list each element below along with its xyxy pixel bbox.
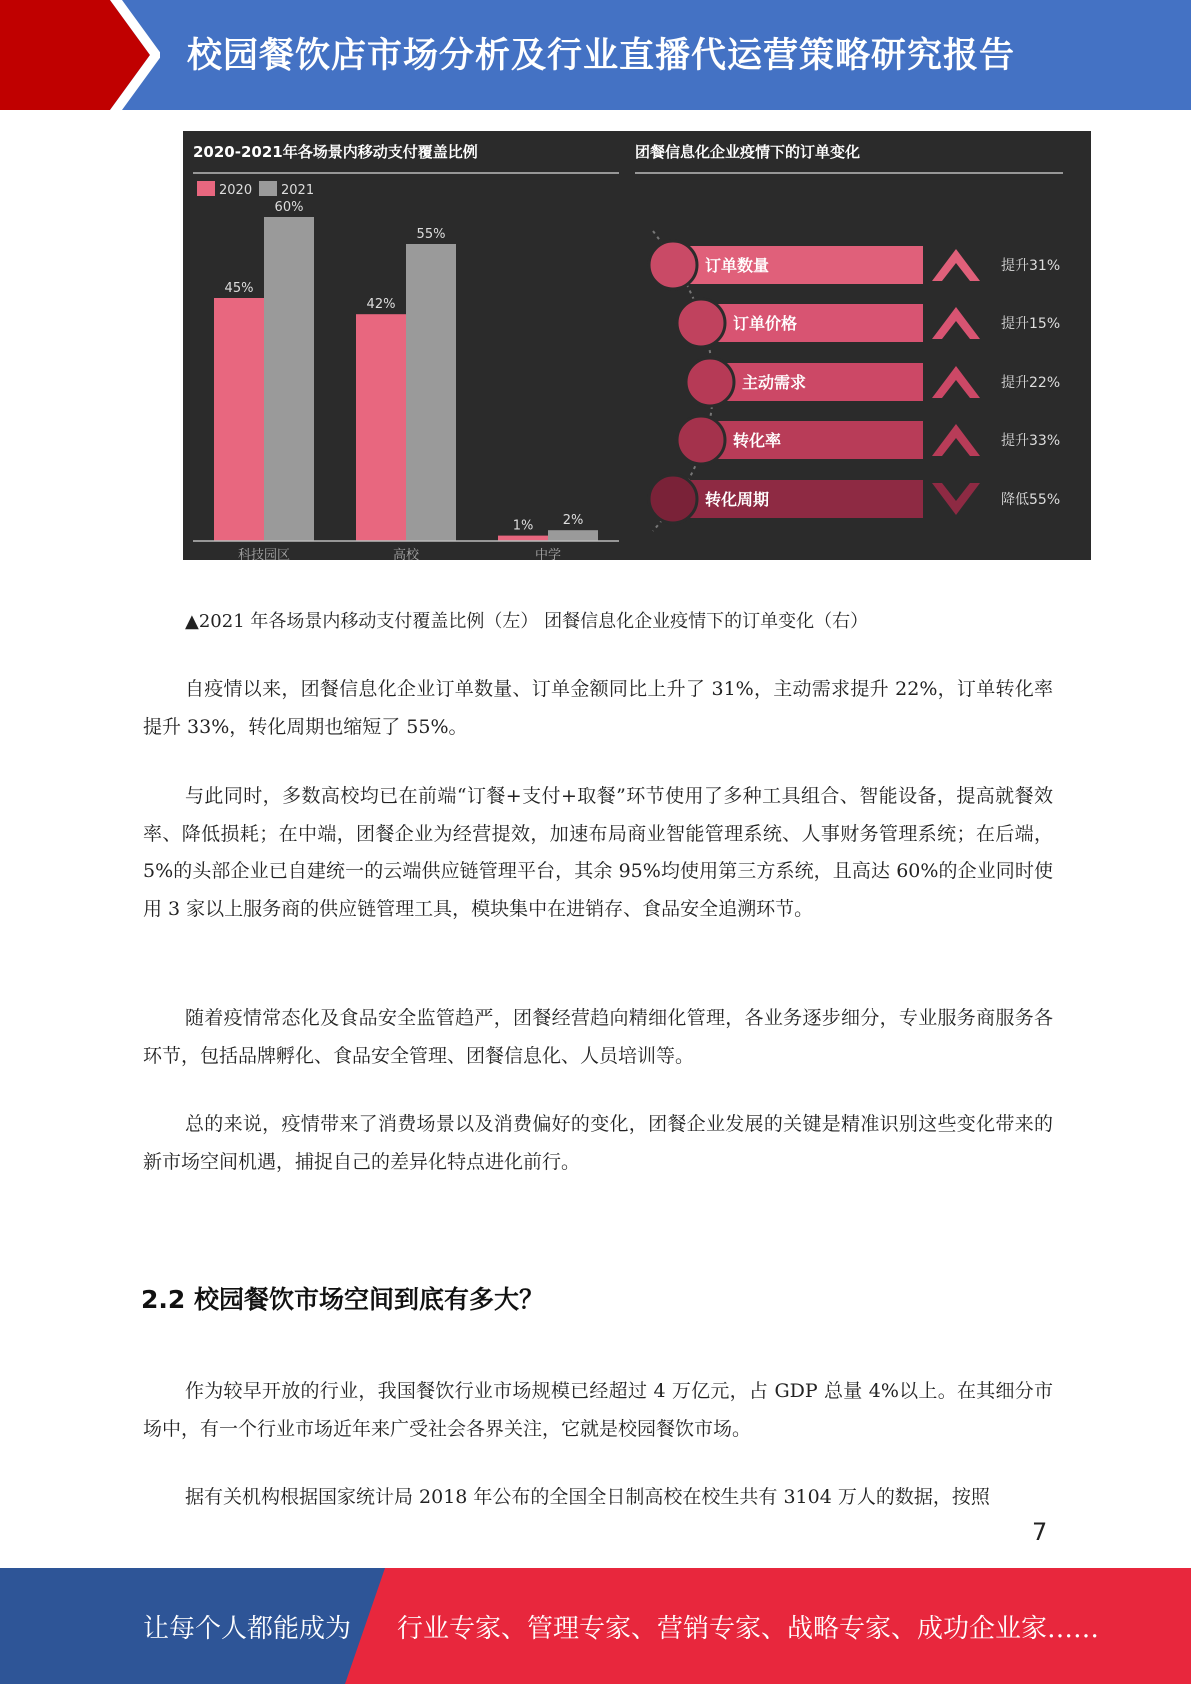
arrow-up-icon — [932, 307, 980, 339]
bar-value-label: 2% — [562, 513, 584, 529]
header-title: 校园餐饮店市场分析及行业直播代运营策略研究报告 — [187, 36, 1016, 76]
legend-label-2020: 2020 — [219, 183, 253, 198]
order-row-label: 转化率 — [733, 431, 782, 450]
bar-2020-3 — [498, 536, 548, 541]
order-change-rows — [649, 241, 1060, 523]
infographic-svg — [183, 131, 1091, 560]
order-row-change: 提升33% — [1001, 433, 1061, 449]
arrow-down-icon — [932, 483, 980, 515]
order-row-change: 提升15% — [1001, 316, 1061, 332]
footer-slogan-right: 行业专家、管理专家、营销专家、战略专家、成功企业家…… — [397, 1614, 1100, 1644]
paragraph-2: 与此同时，多数高校均已在前端“订餐+支付+取餐”环节使用了多种工具组合、智能设备，提高就餐效率、降低损耗；在中端，团餐企业为经营提效，加速布局商业智能管理系统、人事财务管理系统；在后端，5%的头部企业已自建统一的云端供应链管理平台，其余 95%均使用第三方系统，且高达 60%的企业同时使用 3 家以上服务商的供应链管理工具，模块集中在进销存、食品安全追溯环节。 — [143, 785, 1053, 920]
paragraph-1: 自疫情以来，团餐信息化企业订单数量、订单金额同比上升了 31%，主动需求提升 22%，订单转化率提升 33%，转化周期也缩短了 55%。 — [143, 678, 1053, 738]
bar-value-label: 42% — [366, 297, 396, 313]
paragraph-4: 总的来说，疫情带来了消费场景以及消费偏好的变化，团餐企业发展的关键是精准识别这些变化带来的新市场空间机遇，捕捉自己的差异化特点进化前行。 — [143, 1113, 1053, 1173]
page-number: 7 — [1032, 1518, 1048, 1546]
bar-2020-2 — [356, 314, 406, 541]
legend-swatch-2021 — [259, 181, 277, 196]
legend-label-2021: 2021 — [281, 183, 315, 198]
section-paragraph-1: 作为较早开放的行业，我国餐饮行业市场规模已经超过 4 万亿元，占 GDP 总量 4%以上。在其细分市场中，有一个行业市场近年来广受社会各界关注，它就是校园餐饮市场。 — [143, 1380, 1053, 1440]
order-row-label: 订单数量 — [705, 256, 770, 275]
order-row-label: 转化周期 — [705, 490, 770, 509]
bar-2021-2 — [406, 244, 456, 541]
legend-swatch-2020 — [197, 181, 215, 196]
arrow-up-icon — [932, 249, 980, 281]
order-row-circle — [649, 241, 697, 289]
order-row-change: 提升22% — [1001, 375, 1061, 391]
bar-value-label: 45% — [224, 281, 254, 296]
order-panel-title: 团餐信息化企业疫情下的订单变化 — [635, 143, 861, 161]
bar-2021-1 — [264, 217, 314, 541]
footer-slogan-left: 让每个人都能成为 — [143, 1614, 352, 1644]
category-label: 中学 — [534, 548, 562, 560]
bar-chart-title: 2020-2021年各场景内移动支付覆盖比例 — [193, 143, 478, 161]
arrow-up-icon — [932, 366, 980, 398]
order-row-label: 订单价格 — [733, 314, 798, 333]
order-row-circle — [686, 358, 734, 406]
figure-caption: ▲2021 年各场景内移动支付覆盖比例（左） 团餐信息化企业疫情下的订单变化（右） — [185, 611, 869, 632]
section-paragraph-2: 据有关机构根据国家统计局 2018 年公布的全国全日制高校在校生共有 3104 万人的数据，按照 — [185, 1486, 990, 1508]
order-row-circle — [649, 475, 697, 523]
section-heading: 2.2 校园餐饮市场空间到底有多大？ — [141, 1285, 544, 1314]
order-row-circle — [677, 416, 725, 464]
bar-value-label: 1% — [512, 518, 534, 534]
category-label: 科技园区 — [237, 548, 291, 560]
order-row-change: 提升31% — [1001, 258, 1061, 274]
page-footer — [0, 1568, 1191, 1684]
header-chevron-decoration — [0, 0, 160, 110]
bar-2020-1 — [214, 298, 264, 541]
bar-value-label: 55% — [416, 227, 446, 242]
order-row-change: 降低55% — [1001, 492, 1061, 508]
order-row-label: 主动需求 — [742, 373, 807, 392]
bar-2021-3 — [548, 530, 598, 541]
infographic-figure — [183, 131, 1091, 560]
page-header — [0, 0, 1191, 110]
category-label: 高校 — [392, 548, 420, 560]
paragraph-3: 随着疫情常态化及食品安全监管趋严，团餐经营趋向精细化管理，各业务逐步细分，专业服务商服务各环节，包括品牌孵化、食品安全管理、团餐信息化、人员培训等。 — [143, 1007, 1053, 1067]
bar-chart-bars — [214, 200, 598, 560]
arrow-up-icon — [932, 424, 980, 456]
order-row-circle — [677, 299, 725, 347]
bar-value-label: 60% — [274, 200, 304, 215]
